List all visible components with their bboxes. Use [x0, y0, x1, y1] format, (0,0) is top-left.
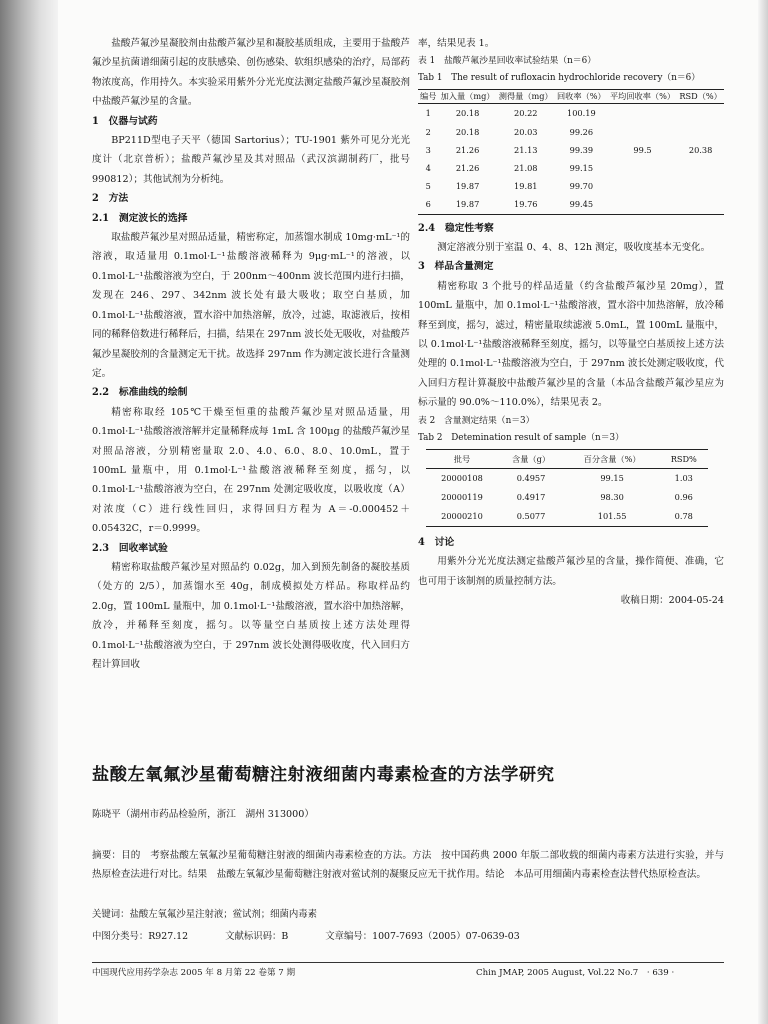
table-1-cell: 99.70 — [569, 181, 594, 192]
table-2-cell: 0.4917 — [516, 491, 546, 502]
table-1-header-row — [418, 90, 724, 104]
table-1-cell — [608, 123, 677, 141]
table-1-cell — [608, 195, 677, 214]
table-1-cell: 99.45 — [569, 199, 594, 210]
table-1-cell — [677, 177, 724, 195]
section-2-1-text: 取盐酸芦氟沙星对照品适量，精密称定，加蒸馏水制成 10mg·mL⁻¹的溶液，取适量用 0.1mol·L⁻¹盐酸溶液稀释为 9μg·mL⁻¹的溶液，以 0.1mol·L⁻¹盐酸溶液为空白，于 200nm～400nm 波长范围内进行扫描，发现在 246、297、342nm 波长处有最大吸收；取空白基质，加 0.1mol·L⁻¹盐酸溶液，置水浴中加热溶解，放冷，过滤，取滤液后，按相同的稀释倍数进行稀释后，扫描，结果在 297nm 波长处无吸收，对盐酸芦氟沙星凝胶剂的含量测定无干扰。故选择 297nm 作为测定波长进行含量测定。 — [92, 232, 410, 379]
table-2-row — [426, 507, 708, 527]
section-2-4-text: 测定溶液分别于室温 0、4、8、12h 测定，吸收度基本无变化。 — [437, 242, 711, 254]
table-2-caption-cn: 表 2 含量测定结果（n＝3） — [418, 415, 535, 426]
footer-right: Chin JMAP, 2005 August, Vol.22 No.7 · 639 · — [476, 968, 675, 978]
table-1-cell: 99.39 — [569, 144, 594, 155]
table-1-header: RSD（%） — [677, 90, 724, 104]
table-1-row — [418, 195, 724, 214]
table-1-cell: 19.87 — [455, 199, 480, 210]
article-number: 文章编号：1007-7693（2005）07-0639-03 — [325, 931, 520, 942]
table-1-header: 平均回收率（%） — [608, 90, 677, 104]
table-1-cell — [677, 195, 724, 214]
table-2-header: 百分含量（%） — [564, 449, 660, 468]
table-2-cell: 1.03 — [674, 472, 693, 483]
left-column — [92, 34, 410, 674]
table-2-cell: 20000108 — [441, 472, 483, 483]
table-1-cell: 21.08 — [514, 163, 538, 174]
table-1-cell — [608, 104, 677, 123]
section-2-1-heading: 2.1 测定波长的选择 — [92, 212, 188, 224]
table-1 — [418, 89, 724, 214]
table-1-cell: 19.81 — [514, 181, 538, 192]
table-1-cell: 99.26 — [569, 126, 594, 137]
received-date: 收稿日期：2004-05-24 — [620, 594, 724, 606]
table-2-header-row — [426, 449, 708, 468]
table-1-cell: 20.03 — [514, 126, 538, 137]
table-1-cell: 21.13 — [514, 144, 538, 155]
table-1-cell: 20.18 — [455, 126, 480, 137]
table-1-caption-en: Tab 1 The result of rufloxacin hydrochloride recovery（n＝6） — [418, 73, 701, 84]
document-code: 文献标识码：B — [225, 931, 289, 942]
article-title: 盐酸左氧氟沙星葡萄糖注射液细菌内毒素检查的方法学研究 — [92, 765, 555, 785]
table-1-cell: 20.22 — [514, 108, 538, 119]
table-1-cell: 6 — [425, 199, 431, 210]
table-1-cell: 5 — [425, 181, 431, 192]
table-1-cell: 4 — [425, 163, 431, 174]
section-2-4-heading: 2.4 稳定性考察 — [418, 222, 494, 234]
table-2-cell: 101.55 — [597, 510, 627, 521]
section-3-text: 精密称取 3 个批号的样品适量（约含盐酸芦氟沙星 20mg），置 100mL 量瓶中，加 0.1mol·L⁻¹盐酸溶液，置水浴中加热溶解，放冷稀释至到度，摇匀，滤过，精密量取续滤液 5.0mL，置 100mL 量瓶中，以 0.1mol·L⁻¹盐酸溶液稀释至刻度，摇匀，以等量空白基质按上述方法处理的 0.1mol·L⁻¹盐酸溶液为空白，于 297nm 波长处测定吸收度，代入回归方程计算凝胶中盐酸芦氟沙星的含量（本品含盐酸芦氟沙星应为标示量的 90.0%～110.0%），结果见表 2。 — [418, 280, 724, 409]
table-1-cell — [677, 123, 724, 141]
section-3-heading: 3 样品含量测定 — [418, 261, 494, 273]
table-1-cell: 20.18 — [455, 108, 480, 119]
article-abstract: 摘要：目的 考察盐酸左氧氟沙星葡萄糖注射液的细菌内毒素检查的方法。方法 按中国药典 2000 年版二部收载的细菌内毒素方法进行实验，并与热原检查法进行对比。结果 盐酸左氧氟沙星葡萄糖注射液对鲎试剂的凝聚反应无干扰作用。结论 本品可用细菌内毒素检查法替代热原检查法。 — [92, 850, 724, 880]
table-2-cell: 0.4957 — [516, 472, 546, 483]
table-1-cell: 99.15 — [569, 163, 594, 174]
table-1-cell — [608, 177, 677, 195]
table-1-row — [418, 159, 724, 177]
table-1-row — [418, 104, 724, 123]
table-1-body — [418, 104, 724, 214]
table-1-cell: 20.38 — [688, 144, 713, 155]
table-1-cell: 100.19 — [567, 108, 596, 119]
table-1-cell — [677, 159, 724, 177]
table-2-cell: 20000119 — [441, 491, 483, 502]
table-1-row — [418, 177, 724, 195]
table-1-row — [418, 141, 724, 159]
footer-rule — [92, 962, 724, 963]
article-author: 陈晓平（湖州市药品检验所，浙江 湖州 313000） — [92, 809, 314, 820]
table-1-cell: 99.5 — [633, 144, 652, 155]
page-edge-shadow — [758, 0, 768, 1024]
footer-left: 中国现代应用药学杂志 2005 年 8 月第 22 卷第 7 期 — [92, 968, 296, 978]
table-2-header: 含量（g） — [498, 449, 564, 468]
table-1-cell: 2 — [425, 126, 431, 137]
table-1-row — [418, 123, 724, 141]
table-1-cell: 21.26 — [455, 144, 480, 155]
intro-paragraph: 盐酸芦氟沙星凝胶剂由盐酸芦氟沙星和凝胶基质组成，主要用于盐酸芦氟沙星抗菌谱细菌引起的皮肤感染、创伤感染、软组织感染的治疗，局部药物浓度高，作用持久。本实验采用紫外分光光度法测定盐酸芦氟沙星凝胶剂中盐酸芦氟沙星的含量。 — [92, 38, 410, 108]
table-2-cell: 98.30 — [600, 491, 624, 502]
table-2-cell: 20000210 — [441, 510, 483, 521]
section-4-text: 用紫外分光光度法测定盐酸芦氟沙星的含量，操作简便、准确，它也可用于该制剂的质量控制方法。 — [418, 556, 724, 587]
section-4-heading: 4 讨论 — [418, 536, 455, 548]
table-1-cell: 21.26 — [455, 163, 480, 174]
table-1-header: 回收率（%） — [555, 90, 608, 104]
table-1-caption-cn: 表 1 盐酸芦氟沙星回收率试验结果（n＝6） — [418, 56, 597, 67]
table-1-header: 加入量（mg） — [438, 90, 496, 104]
table-1-header: 测得量（mg） — [497, 90, 555, 104]
table-1-cell: 1 — [425, 108, 431, 119]
section-1-heading: 1 仪器与试药 — [92, 115, 158, 127]
table-2-header: 批号 — [426, 449, 498, 468]
section-2-3-heading: 2.3 回收率试验 — [92, 542, 168, 554]
table-2-cell: 0.5077 — [516, 510, 546, 521]
table-1-cell: 3 — [425, 144, 431, 155]
table-2-header: RSD% — [660, 449, 707, 468]
table-1-cell: 19.76 — [514, 199, 538, 210]
table-2-cell: 0.78 — [674, 510, 693, 521]
table-1-cell: 19.87 — [455, 181, 480, 192]
section-2-2-text: 精密称取经 105℃干燥至恒重的盐酸芦氟沙星对照品适量，用 0.1mol·L⁻¹盐酸溶液溶解并定量稀释成每 1mL 含 100μg 的盐酸芦氟沙星对照品溶液，分别精密量取 2.0、4.0、6.0、8.0、10.0mL，置于 100mL 量瓶中，用 0.1mol·L⁻¹盐酸溶液稀释至刻度，摇匀，以 0.1mol·L⁻¹盐酸溶液为空白，在 297nm 处测定吸收度，以吸收度（A）对浓度（C）进行线性回归，求得回归方程为 A＝-0.000452＋0.05432C，r＝0.9999。 — [92, 406, 410, 535]
section-2-3-text: 精密称取盐酸芦氟沙星对照品约 0.02g，加入到预先制备的凝胶基质（处方的 2/5），加蒸馏水至 40g，制成模拟处方样品。称取样品约 2.0g，置 100mL 量瓶中，加 0.1mol·L⁻¹盐酸溶液，置水浴中加热溶解，放冷，并稀释至刻度，摇匀。以等量空白基质按上述方法处理得 0.1mol·L⁻¹盐酸溶液为空白，于 297nm 波长处测得吸收度，代入回归方程计算回收 — [92, 561, 410, 670]
right-column — [418, 34, 724, 610]
table-2 — [426, 449, 708, 527]
table-2-row — [426, 488, 708, 507]
table-1-header: 编号 — [418, 90, 438, 104]
table-2-body — [426, 468, 708, 526]
section-1-text: BP211D型电子天平（德国 Sartorius）；TU-1901 紫外可见分光光度计（北京普析）；盐酸芦氟沙星及其对照品（武汉滨湖制药厂，批号 990812）；其他试剂为分析纯。 — [92, 135, 410, 185]
table-2-cell: 0.96 — [674, 491, 693, 502]
classification-line — [92, 928, 724, 942]
table-2-cell: 99.15 — [600, 472, 624, 483]
table-2-row — [426, 468, 708, 488]
table-1-cell — [677, 104, 724, 123]
section-2-2-heading: 2.2 标准曲线的绘制 — [92, 387, 188, 399]
table-1-cell — [608, 159, 677, 177]
table-2-caption-en: Tab 2 Detemination result of sample（n＝3） — [418, 432, 624, 443]
section-2-heading: 2 方法 — [92, 193, 129, 205]
book-spine-shadow — [0, 0, 58, 1024]
clc-number: 中图分类号：R927.12 — [92, 931, 189, 942]
continuation-text: 率，结果见表 1。 — [418, 38, 495, 49]
article-keywords: 关键词：盐酸左氧氟沙星注射液；鲎试剂；细菌内毒素 — [92, 909, 318, 920]
